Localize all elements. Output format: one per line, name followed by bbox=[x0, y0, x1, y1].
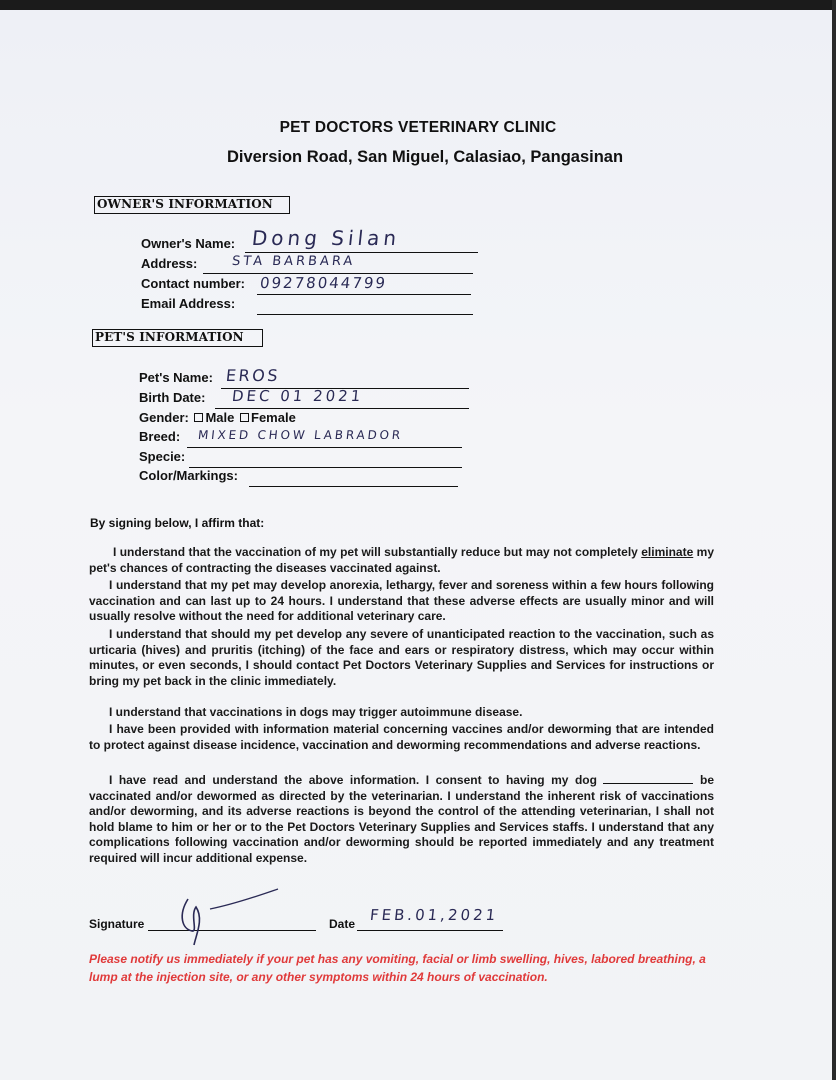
date-line[interactable] bbox=[357, 930, 503, 931]
pet-name-field bbox=[139, 370, 213, 386]
affirmation-paragraph-6 bbox=[89, 773, 714, 866]
breed-line bbox=[187, 447, 462, 448]
gender-female-label: Female bbox=[251, 410, 296, 425]
pet-section-heading: PET'S INFORMATION bbox=[92, 329, 263, 347]
gender-female-checkbox[interactable] bbox=[240, 413, 249, 422]
owner-address-value: STA BARBARA bbox=[231, 254, 357, 269]
signature-label: Signature bbox=[89, 917, 145, 931]
pet-name-label: Pet's Name: bbox=[139, 370, 213, 385]
owner-name-field bbox=[141, 236, 235, 252]
color-markings-line bbox=[249, 486, 458, 487]
clinic-name: PET DOCTORS VETERINARY CLINIC bbox=[279, 119, 557, 136]
owner-address-label: Address: bbox=[141, 256, 198, 271]
contact-number-value: 09278044799 bbox=[259, 274, 388, 292]
owner-name-value: Dong Silan bbox=[250, 226, 402, 250]
affirmation-p6-b: be vaccinated and/or dewormed as directed by the veterinarian. I understand the inherent risk of vaccinations and/or deworming, and its adverse reactions is beyond the control of the attending veterinarian, I shall not hold blame to him or her or to the Pet Doctors Veterinary Supplies and Services staffs. I understand that any complications following vaccination and/or deworming should be reported immediately and any treatment required will incur additional expense. bbox=[89, 773, 714, 865]
birth-date-label: Birth Date: bbox=[139, 390, 206, 405]
dog-name-blank[interactable] bbox=[603, 773, 693, 784]
contact-number-label: Contact number: bbox=[141, 276, 245, 291]
owner-name-label: Owner's Name: bbox=[141, 236, 236, 251]
owner-address-field bbox=[141, 256, 197, 272]
email-line bbox=[257, 314, 473, 315]
owner-name-line bbox=[245, 252, 478, 253]
affirmation-p6-a: I have read and understand the above information. I consent to having my dog bbox=[109, 773, 604, 787]
email-label: Email Address: bbox=[141, 296, 236, 311]
gender-male-checkbox[interactable] bbox=[194, 413, 203, 422]
date-value: FEB.01,2021 bbox=[369, 906, 500, 924]
affirmation-p1-c: my pet's chances of contracting the diseases vaccinated against. bbox=[89, 545, 714, 575]
vaccination-notice: Please notify us immediately if your pet has any vomiting, facial or limb swelling, hives, labored breathing, a lump at the injection site, or any other symptoms within 24 hours of vaccination. bbox=[89, 952, 706, 984]
birth-date-value: DEC 01 2021 bbox=[231, 387, 365, 405]
color-markings-label: Color/Markings: bbox=[139, 468, 238, 483]
affirmation-paragraph-2: I understand that my pet may develop anorexia, lethargy, fever and soreness within a few hours following vaccination and can last up to 24 hours. I understand that these adverse effects are usually minor and will usually resolve without the need for additional veterinary care. bbox=[89, 578, 714, 623]
date-label: Date bbox=[329, 917, 356, 931]
gender-label: Gender: bbox=[139, 410, 189, 425]
gender-field bbox=[139, 410, 296, 426]
scan-top-edge bbox=[0, 0, 836, 10]
breed-value: MIXED CHOW LABRADOR bbox=[197, 428, 404, 442]
color-markings-field bbox=[139, 468, 238, 484]
contact-number-field bbox=[141, 276, 245, 292]
contact-number-line bbox=[257, 294, 471, 295]
affirmation-title: By signing below, I affirm that: bbox=[90, 516, 265, 530]
affirmation-paragraph-1 bbox=[89, 545, 714, 576]
affirmation-paragraph-5: I have been provided with information material concerning vaccines and/or deworming that are intended to protect against disease incidence, vaccination and deworming recommendations and adverse reactions. bbox=[89, 722, 714, 752]
affirmation-paragraph-3: I understand that should my pet develop any severe of unanticipated reaction to the vaccination, such as urticaria (hives) and pruritis (itching) of the face and ears or respiratory distress, which may occur within minutes, or even seconds, I should contact Pet Doctors Veterinary Supplies and Services for instructions or bring my pet back in the clinic immediately. bbox=[89, 627, 714, 688]
pet-name-value: EROS bbox=[225, 366, 281, 385]
handwritten-signature bbox=[170, 885, 290, 950]
clinic-address: Diversion Road, San Miguel, Calasiao, Pangasinan bbox=[226, 148, 624, 166]
birth-date-line bbox=[215, 408, 469, 409]
specie-label: Specie: bbox=[139, 449, 186, 464]
gender-male-label: Male bbox=[205, 410, 235, 425]
email-field bbox=[141, 296, 235, 312]
specie-field bbox=[139, 449, 185, 465]
affirmation-paragraph-4: I understand that vaccinations in dogs may trigger autoimmune disease. bbox=[109, 705, 523, 719]
affirmation-p1-eliminate: eliminate bbox=[641, 545, 694, 559]
affirmation-p1-a: I understand that the vaccination of my pet will substantially reduce but may not completely bbox=[113, 545, 642, 559]
breed-field bbox=[139, 429, 180, 445]
breed-label: Breed: bbox=[139, 429, 181, 444]
owner-section-heading: OWNER'S INFORMATION bbox=[94, 196, 290, 214]
birth-date-field bbox=[139, 390, 205, 406]
